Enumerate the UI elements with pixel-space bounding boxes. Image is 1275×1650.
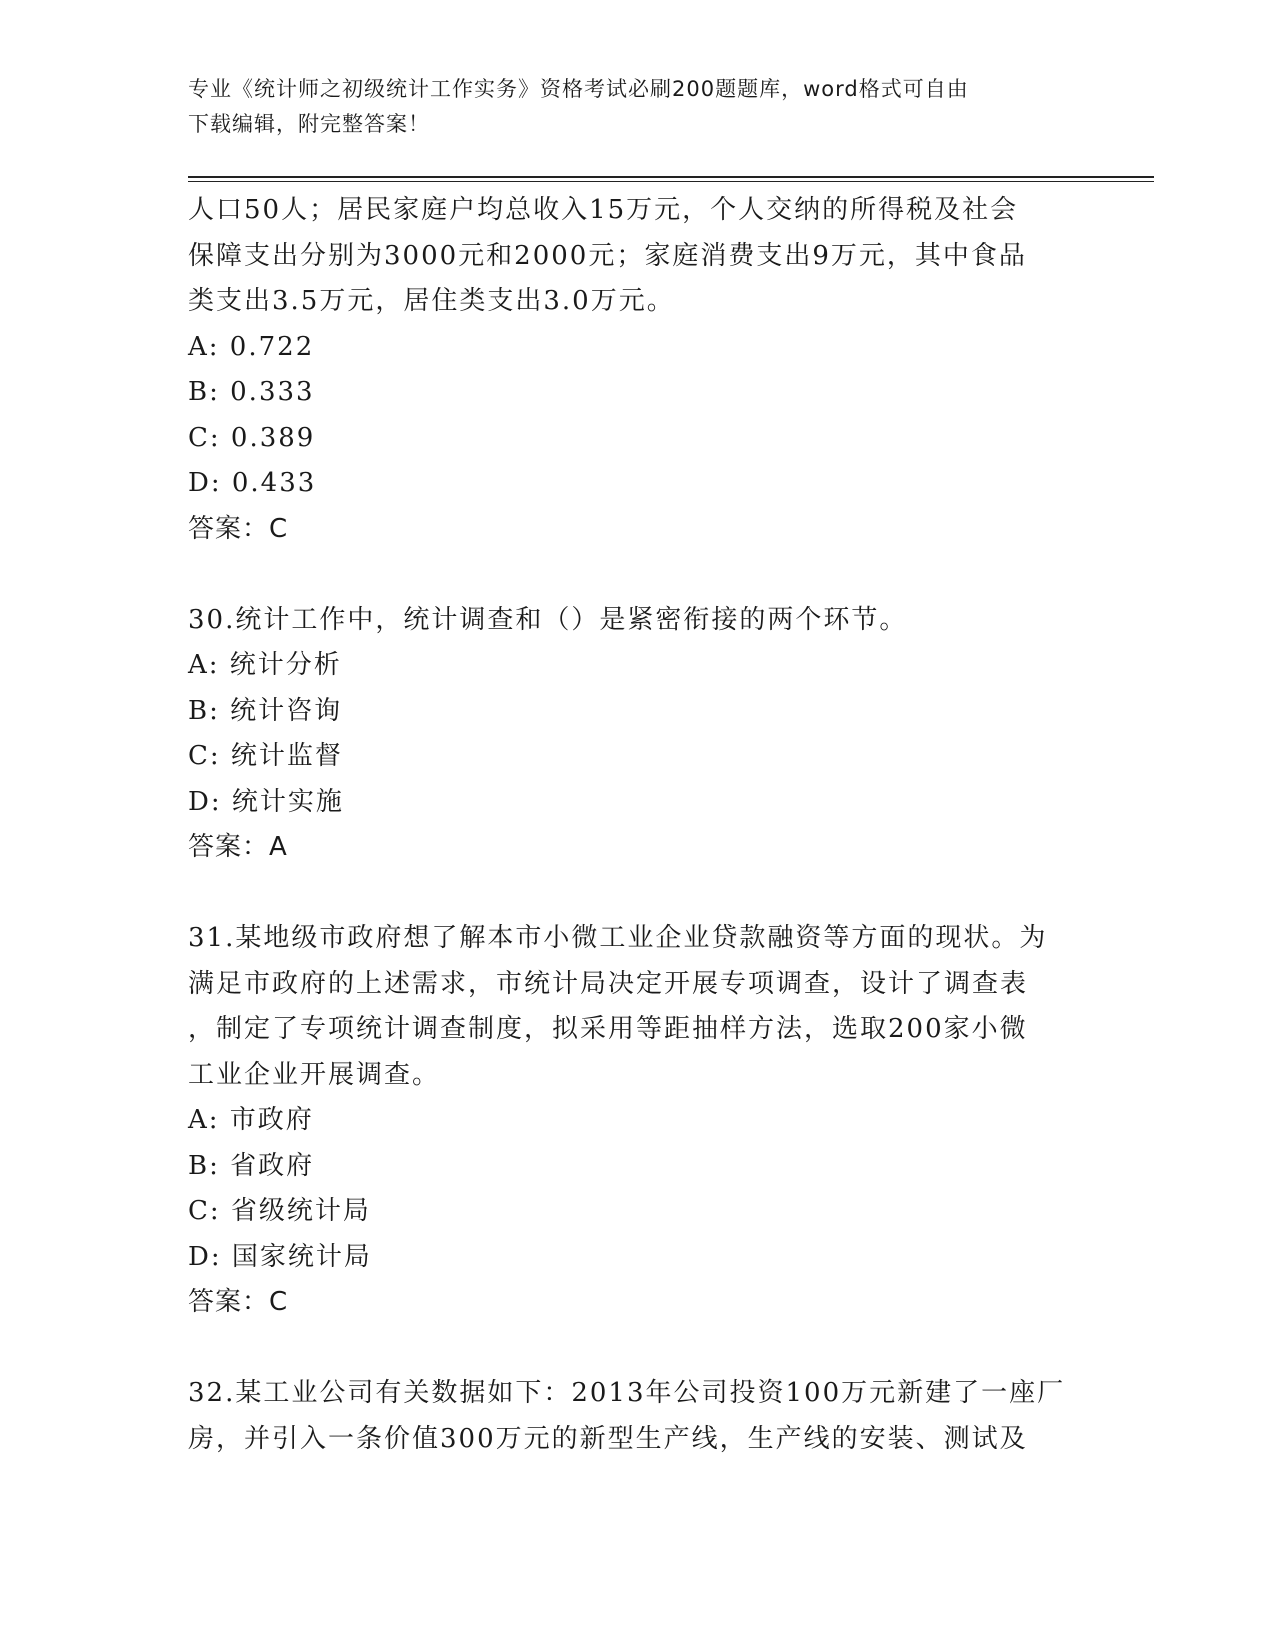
question-31 [188, 916, 1088, 1326]
option-b: B: 省政府 [188, 1150, 315, 1181]
option-a: A: 0.722 [188, 331, 315, 362]
question-text-line: 保障支出分别为3000元和2000元；家庭消费支出9万元，其中食品 [188, 240, 1027, 271]
answer: 答案：A [188, 832, 288, 862]
question-list [188, 188, 1088, 1462]
question-text-line: 32.某工业公司有关数据如下：2013年公司投资100万元新建了一座厂 [188, 1378, 1066, 1408]
question-text-line: 房，并引入一条价值300万元的新型生产线，生产线的安装、测试及 [188, 1423, 1028, 1454]
question-text-line: 满足市政府的上述需求，市统计局决定开展专项调查，设计了调查表 [188, 968, 1029, 999]
question-text-line: 31.某地级市政府想了解本市小微工业企业贷款融资等方面的现状。为 [188, 923, 1048, 953]
spacer [188, 1326, 1088, 1372]
spacer [188, 871, 1088, 917]
page-header [188, 72, 1068, 142]
option-c: C: 0.389 [188, 422, 316, 453]
answer: 答案：C [188, 1287, 289, 1317]
spacer [188, 552, 1088, 598]
option-a: A: 统计分析 [188, 650, 342, 680]
question-text-line: 30.统计工作中，统计调查和（）是紧密衔接的两个环节。 [188, 604, 908, 635]
question-30 [188, 598, 1088, 871]
question-text-line: ，制定了专项统计调查制度，拟采用等距抽样方法，选取200家小微 [188, 1014, 1028, 1044]
question-29 [188, 188, 1088, 552]
option-d: D: 0.433 [188, 468, 317, 498]
header-line-1: 专业《统计师之初级统计工作实务》资格考试必刷200题题库，word格式可自由 [188, 77, 969, 101]
option-b: B: 统计咨询 [188, 695, 343, 726]
option-d: D: 统计实施 [188, 786, 344, 817]
option-c: C: 统计监督 [188, 741, 343, 771]
question-32 [188, 1371, 1088, 1462]
option-c: C: 省级统计局 [188, 1196, 371, 1226]
answer: 答案：C [188, 513, 289, 544]
header-rule-thick [188, 176, 1154, 178]
header-line-2: 下载编辑，附完整答案！ [188, 112, 430, 136]
option-a: A: 市政府 [188, 1105, 314, 1135]
question-text-line: 人口50人；居民家庭户均总收入15万元，个人交纳的所得税及社会 [188, 195, 1019, 225]
question-text-line: 工业企业开展调查。 [188, 1059, 441, 1090]
option-d: D: 国家统计局 [188, 1241, 372, 1272]
question-text-line: 类支出3.5万元，居住类支出3.0万元。 [188, 286, 675, 316]
header-rule-thin [188, 181, 1154, 182]
option-b: B: 0.333 [188, 377, 315, 407]
